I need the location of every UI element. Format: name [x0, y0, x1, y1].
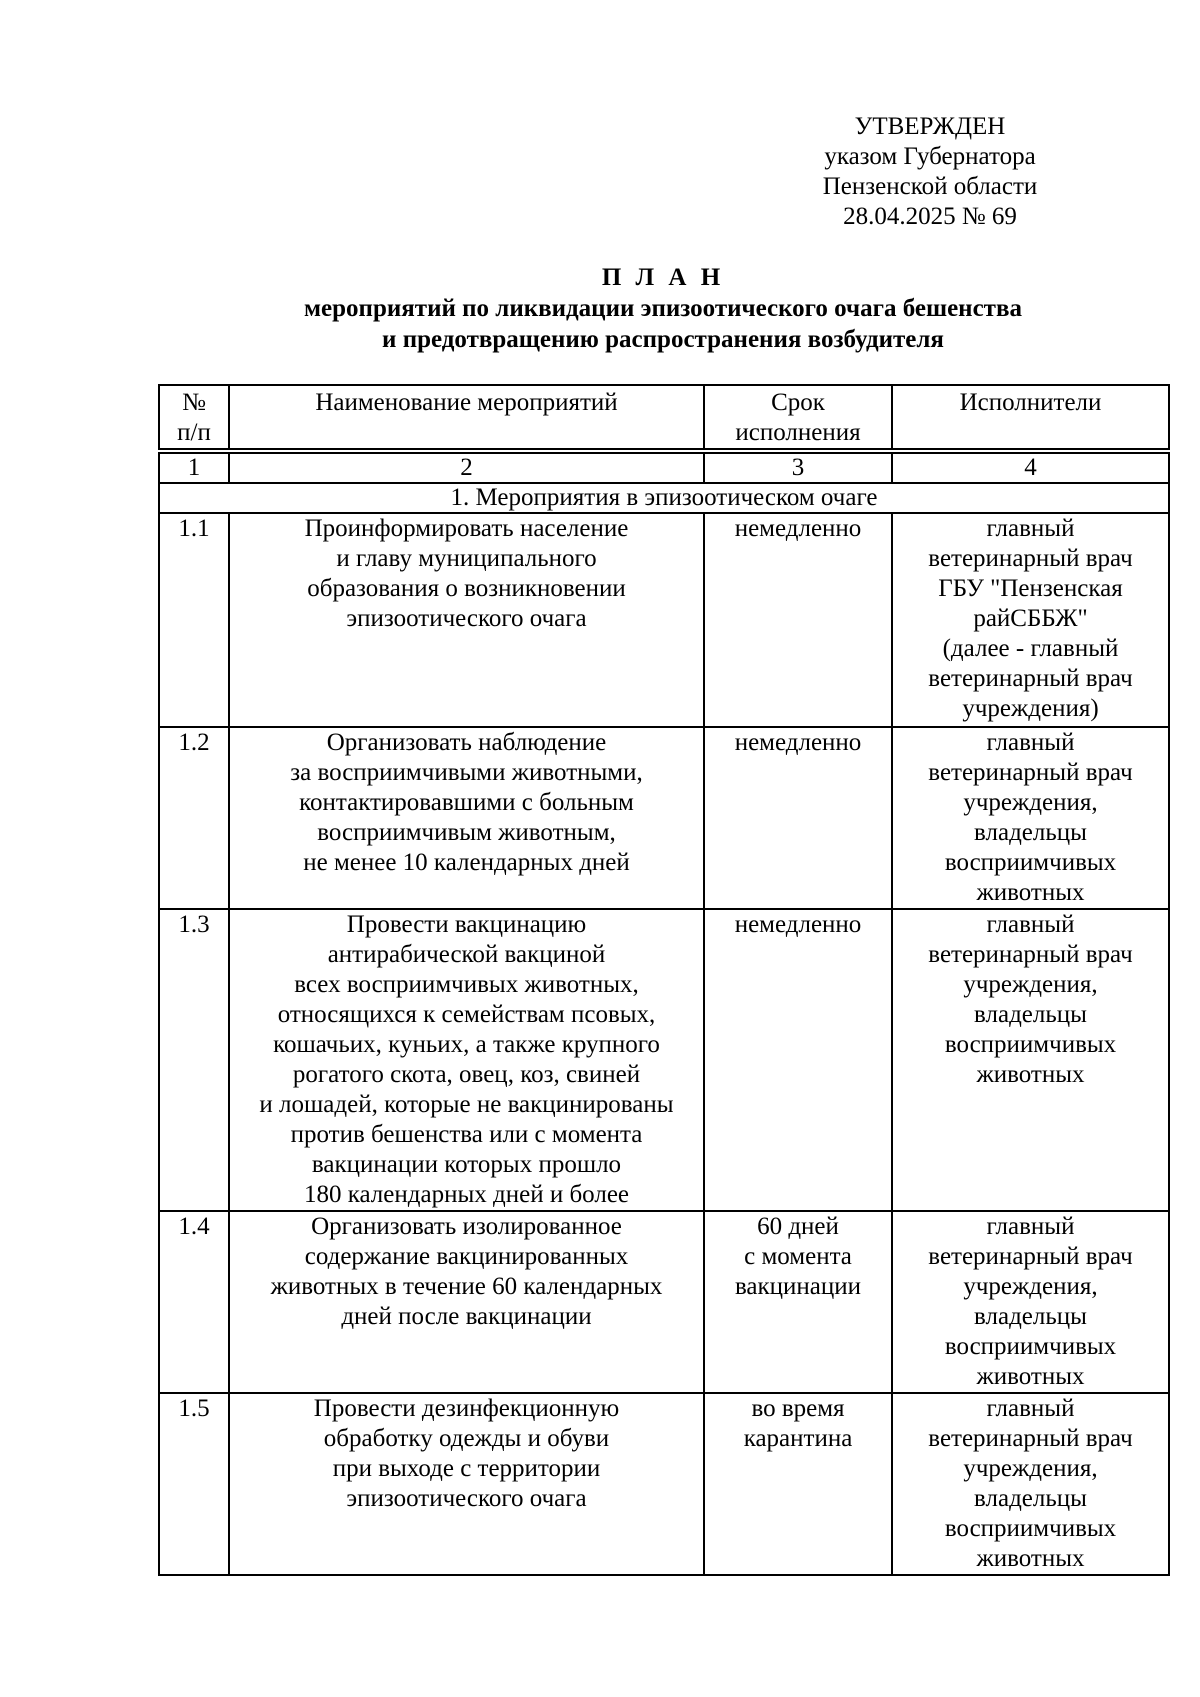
measure-executors-line: ветеринарный врач [928, 545, 1133, 572]
document-title [158, 262, 1168, 355]
measure-term-line: 60 дней [757, 1213, 839, 1240]
measure-name [229, 727, 704, 909]
approval-line: УТВЕРЖДЕН [854, 113, 1006, 140]
section-title: 1. Мероприятия в эпизоотическом очаге [159, 483, 1169, 513]
measure-name-line: вакцинации которых прошло [311, 1151, 622, 1178]
measure-term-line: карантина [743, 1425, 853, 1452]
table-header-row [159, 385, 1169, 451]
measure-term-line: во время [751, 1395, 845, 1422]
measure-name-line: рогатого скота, овец, коз, свиней [292, 1061, 641, 1088]
measure-term-line: с момента [744, 1243, 852, 1270]
measure-term [704, 727, 892, 909]
measure-executors-line: учреждения, [963, 971, 1098, 998]
measure-executors-line: животных [976, 1363, 1085, 1390]
measure-name-line: кошачьих, куньих, а также крупного [273, 1031, 660, 1058]
header-number: № п/п [159, 385, 229, 451]
approval-line: указом Губернатора [824, 143, 1036, 170]
measure-executors-line: учреждения) [962, 695, 1099, 722]
measure-executors-line: райСББЖ" [973, 605, 1088, 632]
measure-executors-line: восприимчивых [944, 849, 1117, 876]
row-number: 1.4 [159, 1211, 229, 1393]
column-number: 3 [704, 451, 892, 483]
column-number: 4 [892, 451, 1169, 483]
measure-executors-line: главный [986, 515, 1075, 542]
measure-name-line: Провести вакцинацию [346, 911, 587, 938]
header-executors: Исполнители [892, 385, 1169, 451]
measure-executors-line: ветеринарный врач [928, 759, 1133, 786]
table-row [159, 727, 1169, 909]
measure-executors-line: ГБУ "Пензенская [938, 575, 1123, 602]
measure-executors-line: животных [976, 879, 1085, 906]
measure-executors-line: ветеринарный врач [928, 1243, 1133, 1270]
measure-executors [892, 909, 1169, 1211]
measure-executors-line: восприимчивых [944, 1031, 1117, 1058]
measure-executors-line: восприимчивых [944, 1333, 1117, 1360]
measure-term-line: немедленно [734, 515, 862, 542]
measure-executors-line: главный [986, 1395, 1075, 1422]
measure-name-line: и главу муниципального [336, 545, 597, 572]
measure-name-line: всех восприимчивых животных, [294, 971, 639, 998]
measure-name [229, 1393, 704, 1575]
measure-executors-line: главный [986, 729, 1075, 756]
measure-name-line: Организовать изолированное [311, 1213, 622, 1240]
measure-name-line: 180 календарных дней и более [303, 1181, 630, 1208]
column-numbers-row [159, 451, 1169, 483]
table-row [159, 513, 1169, 727]
approval-stamp [780, 112, 1080, 232]
column-number: 1 [159, 451, 229, 483]
measure-name-line: Проинформировать население [304, 515, 629, 542]
measure-name-line: за восприимчивыми животными, [290, 759, 643, 786]
measure-executors-line: учреждения, [963, 1455, 1098, 1482]
measure-term [704, 1211, 892, 1393]
measure-executors-line: владельцы [974, 1001, 1087, 1028]
measure-name-line: при выходе с территории [332, 1455, 601, 1482]
row-number: 1.5 [159, 1393, 229, 1575]
measure-executors-line: владельцы [974, 1485, 1087, 1512]
measure-executors-line: ветеринарный врач [928, 665, 1133, 692]
table-row [159, 909, 1169, 1211]
title-subline: и предотвращению распространения возбудителя [382, 326, 944, 353]
measure-name-line: содержание вакцинированных [304, 1243, 629, 1270]
measure-executors-line: (далее - главный [942, 635, 1119, 662]
measure-executors-line: животных [976, 1061, 1085, 1088]
measure-executors-line: животных [976, 1545, 1085, 1572]
measure-name-line: антирабической вакциной [327, 941, 606, 968]
measure-term [704, 1393, 892, 1575]
column-number: 2 [229, 451, 704, 483]
measure-executors-line: учреждения, [963, 1273, 1098, 1300]
measure-name-line: против бешенства или с момента [290, 1121, 643, 1148]
title-subline: мероприятий по ликвидации эпизоотического очага бешенства [304, 295, 1022, 322]
approval-date-number: 28.04.2025 № 69 [843, 203, 1017, 230]
measure-name [229, 1211, 704, 1393]
measure-executors-line: владельцы [974, 819, 1087, 846]
measure-executors [892, 1211, 1169, 1393]
measure-name-line: восприимчивым животным, [317, 819, 616, 846]
measure-term [704, 909, 892, 1211]
table-row [159, 1211, 1169, 1393]
measure-term-line: немедленно [734, 911, 862, 938]
measure-executors-line: ветеринарный врач [928, 1425, 1133, 1452]
plan-table [158, 384, 1170, 1576]
measure-executors-line: главный [986, 911, 1075, 938]
measure-name [229, 513, 704, 727]
measure-name-line: и лошадей, которые не вакцинированы [259, 1091, 674, 1118]
title-heading: П Л А Н [601, 264, 725, 291]
row-number: 1.2 [159, 727, 229, 909]
measure-term-line: немедленно [734, 729, 862, 756]
measure-name-line: не менее 10 календарных дней [303, 849, 630, 876]
measure-term [704, 513, 892, 727]
row-number: 1.1 [159, 513, 229, 727]
measure-executors [892, 1393, 1169, 1575]
table-row [159, 1393, 1169, 1575]
measure-name-line: образования о возникновении [307, 575, 626, 602]
measure-name-line: животных в течение 60 календарных [270, 1273, 663, 1300]
measure-executors-line: учреждения, [963, 789, 1098, 816]
section-row [159, 483, 1169, 513]
measure-executors [892, 727, 1169, 909]
measure-name-line: Провести дезинфекционную [313, 1395, 620, 1422]
row-number: 1.3 [159, 909, 229, 1211]
measure-name-line: эпизоотического очага [346, 605, 587, 632]
approval-line: Пензенской области [822, 173, 1038, 200]
measure-name-line: обработку одежды и обуви [323, 1425, 610, 1452]
measure-name-line: Организовать наблюдение [326, 729, 607, 756]
table-body [159, 513, 1169, 1575]
measure-executors-line: ветеринарный врач [928, 941, 1133, 968]
measure-name [229, 909, 704, 1211]
header-term: Срок исполнения [704, 385, 892, 451]
header-name: Наименование мероприятий [229, 385, 704, 451]
measure-executors-line: восприимчивых [944, 1515, 1117, 1542]
measure-executors-line: владельцы [974, 1303, 1087, 1330]
measure-name-line: относящихся к семействам псовых, [277, 1001, 656, 1028]
measure-name-line: контактировавшими с больным [299, 789, 634, 816]
measure-executors-line: главный [986, 1213, 1075, 1240]
measure-name-line: дней после вакцинации [341, 1303, 592, 1330]
measure-name-line: эпизоотического очага [346, 1485, 587, 1512]
measure-executors [892, 513, 1169, 727]
measure-term-line: вакцинации [734, 1273, 862, 1300]
